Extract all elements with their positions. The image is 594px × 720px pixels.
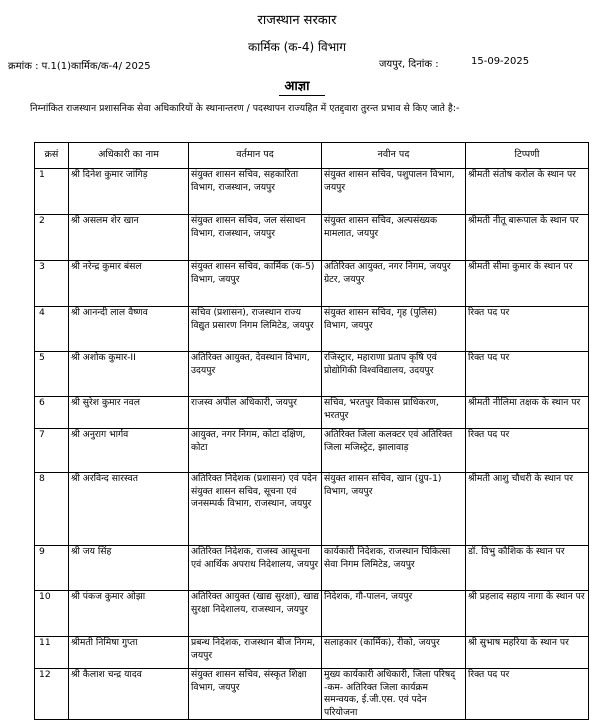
transfer-table (34, 142, 589, 720)
row-remark: रिक्त पद पर (466, 352, 589, 397)
department-heading: कार्मिक (क-4) विभाग (247, 40, 347, 54)
table-row (35, 169, 589, 215)
row-remark: श्रीमती नीलिमा तक्षक के स्थान पर (466, 397, 589, 429)
row-new-post: कार्यकारी निदेशक, राजस्थान चिकित्सा सेवा निगम लिमिटेड, जयपुर (322, 546, 466, 591)
table-header-row (35, 143, 589, 169)
row-serial: 7 (35, 429, 69, 473)
row-remark: श्री प्रहलाद सहाय नागा के स्थान पर (466, 591, 589, 637)
table-row (35, 352, 589, 397)
row-serial: 8 (35, 473, 69, 546)
row-serial: 12 (35, 669, 69, 720)
row-serial: 9 (35, 546, 69, 591)
row-current-post: अतिरिक्त आयुक्त (खाद्य सुरक्षा), खाद्य सुरक्षा निदेशालय, राजस्थान, जयपुर (189, 591, 322, 637)
table-row (35, 307, 589, 352)
table-row (35, 215, 589, 261)
row-officer-name: श्री नरेन्द्र कुमार बंसल (69, 261, 189, 307)
header-officer-name: अधिकारी का नाम (69, 143, 189, 169)
order-title-underline (279, 95, 325, 96)
row-new-post: निदेशक, गौ-पालन, जयपुर (322, 591, 466, 637)
row-current-post: राजस्व अपील अधिकारी, जयपुर (189, 397, 322, 429)
row-new-post: सलाहकार (कार्मिक), रीको, जयपुर (322, 637, 466, 669)
row-remark: श्रीमती नीतू बारूपाल के स्थान पर (466, 215, 589, 261)
row-new-post: संयुक्त शासन सचिव, अल्पसंख्यक मामलात, जयपुर (322, 215, 466, 261)
row-officer-name: श्री सुरेश कुमार नवल (69, 397, 189, 429)
row-new-post: संयुक्त शासन सचिव, खान (ग्रुप-1) विभाग, जयपुर (322, 473, 466, 546)
table-row (35, 397, 589, 429)
row-remark: रिक्त पद पर (466, 307, 589, 352)
header-remark: टिप्पणी (466, 143, 589, 169)
row-remark: रिक्त पद पर (466, 669, 589, 720)
row-remark: श्रीमती आशु चौधरी के स्थान पर (466, 473, 589, 546)
row-current-post: अतिरिक्त निदेशक, राजस्व आसूचना एवं आर्थिक अपराध निदेशालय, जयपुर (189, 546, 322, 591)
government-heading: राजस्थान सरकार (257, 13, 337, 28)
row-officer-name: श्री दिनेश कुमार जांगिड़ (69, 169, 189, 215)
row-serial: 6 (35, 397, 69, 429)
row-current-post: अतिरिक्त आयुक्त, देवस्थान विभाग, उदयपुर (189, 352, 322, 397)
row-new-post: अतिरिक्त जिला कलक्टर एवं अतिरिक्त जिला मजिस्ट्रेट, झालावाड़ (322, 429, 466, 473)
table-row (35, 637, 589, 669)
header-new-post: नवीन पद (322, 143, 466, 169)
order-title: आज्ञा (284, 79, 310, 94)
row-officer-name: श्री कैलाश चन्द्र यादव (69, 669, 189, 720)
header-current-post: वर्तमान पद (189, 143, 322, 169)
table-row (35, 261, 589, 307)
row-current-post: संयुक्त शासन सचिव, संस्कृत शिक्षा विभाग, जयपुर (189, 669, 322, 720)
table-row (35, 669, 589, 720)
row-officer-name: श्री असलम शेर खान (69, 215, 189, 261)
row-new-post: मुख्य कार्यकारी अधिकारी, जिला परिषद् -कम- अतिरिक्त जिला कार्यक्रम समन्वयक, ई.जी.एस. एवं पदेन परियोजना (322, 669, 466, 720)
row-current-post: सचिव (प्रशासन), राजस्थान राज्य विद्युत प्रसारण निगम लिमिटेड, जयपुर (189, 307, 322, 352)
row-officer-name: श्री अरविन्द सारस्वत (69, 473, 189, 546)
row-new-post: संयुक्त शासन सचिव, पशुपालन विभाग, जयपुर (322, 169, 466, 215)
row-current-post: संयुक्त शासन सचिव, जल संसाधन विभाग, राजस्थान, जयपुर (189, 215, 322, 261)
row-officer-name: श्री आनन्दी लाल वैष्णव (69, 307, 189, 352)
row-new-post: संयुक्त शासन सचिव, गृह (पुलिस) विभाग, जयपुर (322, 307, 466, 352)
row-serial: 3 (35, 261, 69, 307)
row-current-post: संयुक्त शासन सचिव, सहकारिता विभाग, राजस्थान, जयपुर (189, 169, 322, 215)
row-officer-name: श्री अनुराग भार्गव (69, 429, 189, 473)
place-date-label: जयपुर, दिनांक : (379, 59, 439, 70)
row-serial: 4 (35, 307, 69, 352)
row-serial: 1 (35, 169, 69, 215)
row-serial: 2 (35, 215, 69, 261)
row-officer-name: श्रीमती निमिषा गुप्ता (69, 637, 189, 669)
intro-paragraph: निम्नांकित राजस्थान प्रशासनिक सेवा अधिकारियों के स्थानान्तरण / पदस्थापन राज्यहित में एतद्द्वारा तुरन्त प्रभाव से किए जाते है:- (30, 103, 460, 114)
row-officer-name: श्री पंकज कुमार ओझा (69, 591, 189, 637)
row-serial: 5 (35, 352, 69, 397)
header-serial: क्रसं (35, 143, 69, 169)
row-current-post: अतिरिक्त निदेशक (प्रशासन) एवं पदेन संयुक्त शासन सचिव, सूचना एवं जनसम्पर्क विभाग, राजस्थान, जयपुर (189, 473, 322, 546)
row-remark: श्री सुभाष महरिया के स्थान पर (466, 637, 589, 669)
row-serial: 11 (35, 637, 69, 669)
row-new-post: रजिस्ट्रार, महाराणा प्रताप कृषि एवं प्रोद्योगिकी विश्वविद्यालय, उदयपुर (322, 352, 466, 397)
row-remark: श्रीमती सीमा कुमार के स्थान पर (466, 261, 589, 307)
row-new-post: सचिव, भरतपुर विकास प्राधिकरण, भरतपुर (322, 397, 466, 429)
row-current-post: आयुक्त, नगर निगम, कोटा दक्षिण, कोटा (189, 429, 322, 473)
row-remark: डॉ. विभु कौशिक के स्थान पर (466, 546, 589, 591)
row-current-post: संयुक्त शासन सचिव, कार्मिक (क-5) विभाग, जयपुर (189, 261, 322, 307)
table-row (35, 473, 589, 546)
table-row (35, 429, 589, 473)
row-remark: श्रीमती संतोष करोल के स्थान पर (466, 169, 589, 215)
table-row (35, 546, 589, 591)
row-officer-name: श्री जय सिंह (69, 546, 189, 591)
row-new-post: अतिरिक्त आयुक्त, नगर निगम, जयपुर ग्रेटर, जयपुर (322, 261, 466, 307)
row-current-post: प्रबन्ध निदेशक, राजस्थान बीज निगम, जयपुर (189, 637, 322, 669)
table-row (35, 591, 589, 637)
row-officer-name: श्री अशोक कुमार-II (69, 352, 189, 397)
reference-number: क्रमांक : प.1(1)कार्मिक/क-4/ 2025 (8, 61, 151, 72)
row-serial: 10 (35, 591, 69, 637)
row-remark: रिक्त पद पर (466, 429, 589, 473)
order-date: 15-09-2025 (471, 56, 530, 67)
